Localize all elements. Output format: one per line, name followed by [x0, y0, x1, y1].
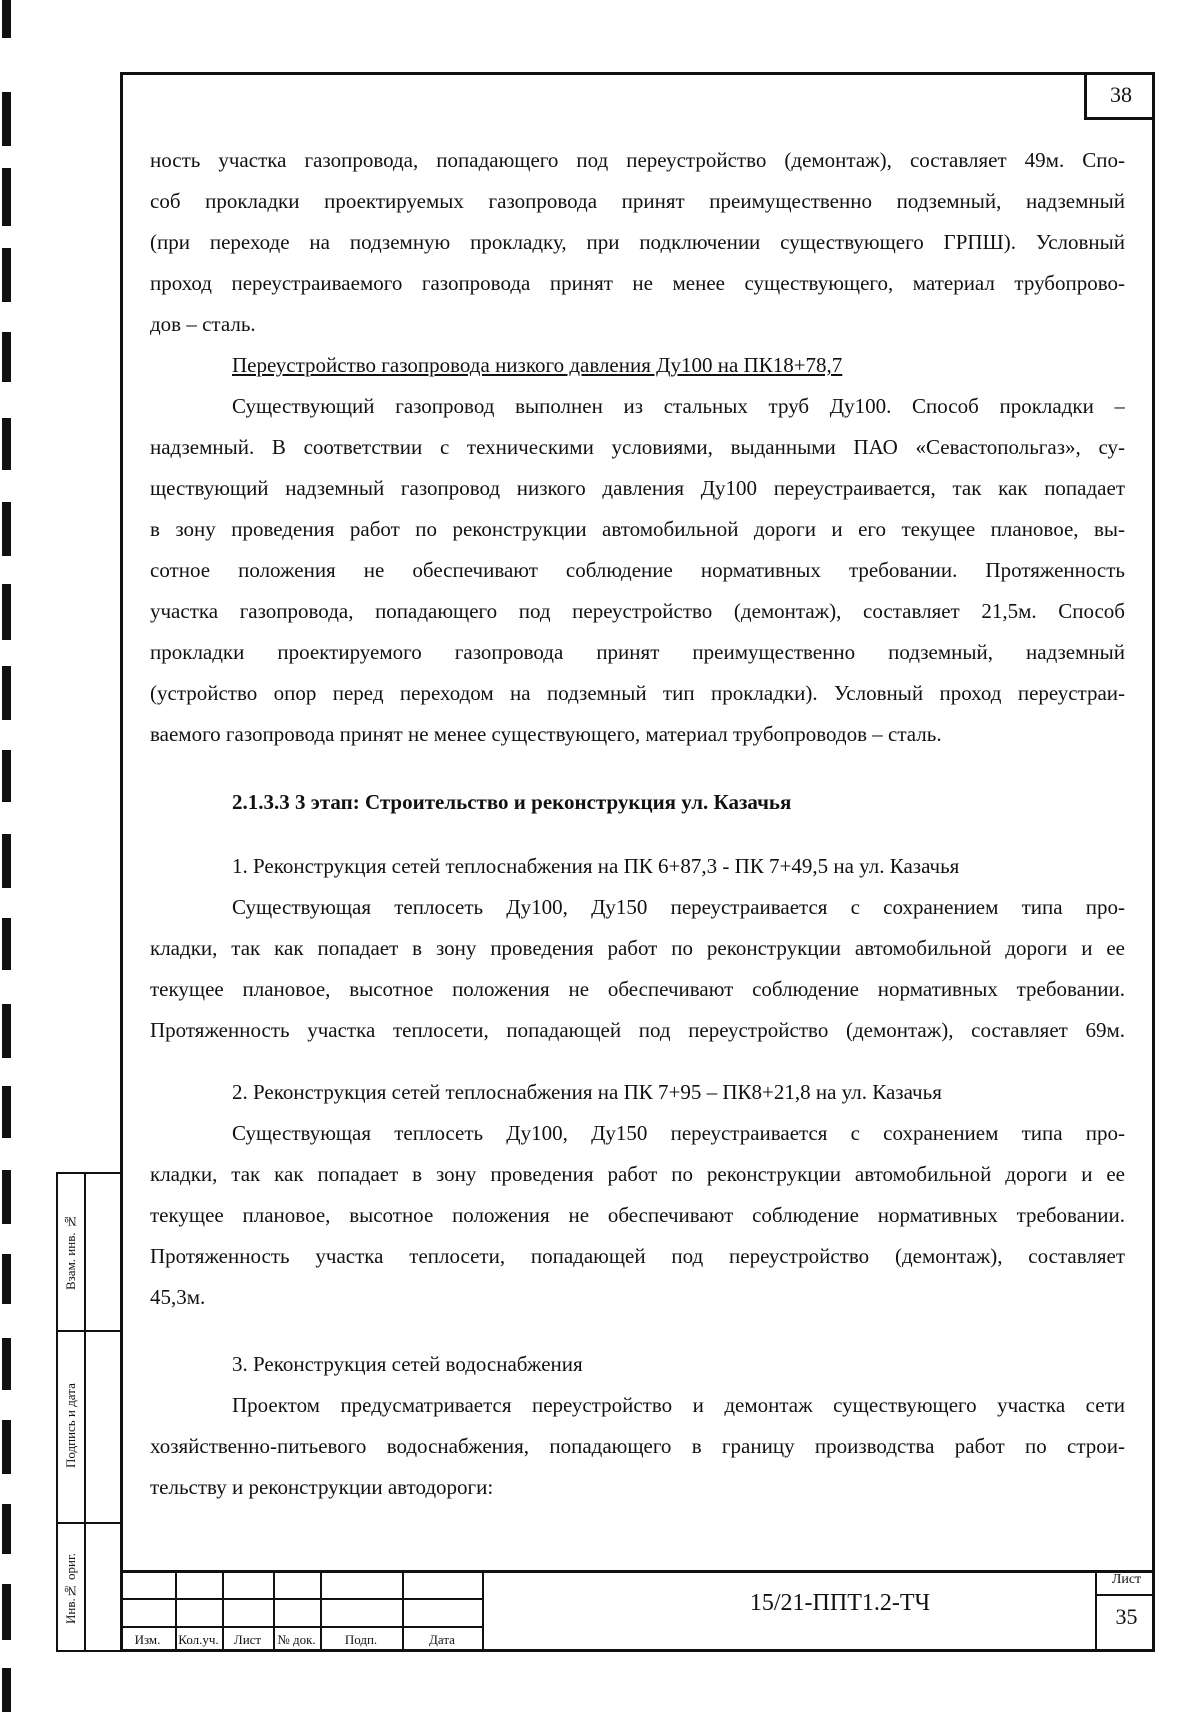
item-1	[150, 846, 1125, 1051]
page-number-box	[1084, 72, 1155, 120]
paragraph-1	[150, 140, 1125, 755]
sheet-number: 35	[1115, 1604, 1138, 1629]
text-line: соб прокладки проектируемых газопровода принят преимущественно подземный, надземный	[150, 189, 1125, 213]
item-3-title: 3. Реконструкция сетей водоснабжения	[232, 1352, 583, 1376]
section-heading-block	[150, 782, 1125, 823]
text-line: Существующая теплосеть Ду100, Ду150 переустраивается с сохранением типа про-	[232, 1121, 1125, 1145]
stamp-list: Лист	[233, 1632, 262, 1647]
item-2	[150, 1072, 1125, 1318]
text-line: Проектом предусматривается переустройство и демонтаж существующего участка сети	[232, 1393, 1125, 1417]
page-number: 38	[1110, 81, 1132, 107]
text-line: (устройство опор перед переходом на подземный тип прокладки). Условный проход переустраи-	[150, 681, 1125, 705]
binding-strip	[56, 1172, 120, 1652]
item-1-title: 1. Реконструкция сетей теплоснабжения на ПК 6+87,3 - ПК 7+49,5 на ул. Казачья	[232, 854, 960, 878]
document-code: 15/21-ППТ1.2-ТЧ	[749, 1590, 931, 1616]
text-line: хозяйственно-питьевого водоснабжения, попадающего в границу производства работ по строи-	[150, 1434, 1125, 1458]
side-label-inv: Инв.№ ориг.	[63, 1552, 78, 1624]
item-3	[150, 1344, 1125, 1508]
stamp-ndok: № док.	[277, 1632, 316, 1647]
section-heading: 2.1.3.3 3 этап: Строительство и реконструкция ул. Казачья	[232, 790, 792, 814]
text-line: (при переходе на подземную прокладку, при подключении существующего ГРПШ). Условный	[150, 230, 1125, 254]
text-line: тельству и реконструкции автодороги:	[150, 1475, 494, 1499]
side-label-vzam: Взам. инв. №	[63, 1214, 78, 1290]
sub-heading: Переустройство газопровода низкого давления Ду100 на ПК18+78,7	[232, 353, 843, 377]
text-line: в зону проведения работ по реконструкции автомобильной дороги и его текущее плановое, вы-	[150, 517, 1125, 541]
text-line: участка газопровода, попадающего под переустройство (демонтаж), составляет 21,5м. Способ	[150, 599, 1125, 623]
text-line: надземный. В соответствии с техническими условиями, выданными ПАО «Севастопольгаз», су-	[150, 435, 1125, 459]
text-line: 45,3м.	[150, 1285, 206, 1309]
stamp-data: Дата	[429, 1632, 455, 1647]
text-line: сотное положения не обеспечивают соблюдение нормативных требовании. Протяженность	[150, 558, 1125, 582]
sheet-label: Лист	[1111, 1572, 1142, 1587]
text-line: Протяженность участка теплосети, попадающей под переустройство (демонтаж), составляет 69м.	[150, 1018, 1125, 1042]
side-label-podpis: Подпись и дата	[63, 1383, 78, 1469]
text-line: Протяженность участка теплосети, попадающей под переустройство (демонтаж), составляет	[150, 1244, 1125, 1268]
text-line: дов – сталь.	[150, 312, 256, 336]
text-line: текущее плановое, высотное положения не обеспечивают соблюдение нормативных требовании.	[150, 1203, 1125, 1227]
text-line: ваемого газопровода принят не менее существующего, материал трубопроводов – сталь.	[150, 722, 942, 746]
text-line: проход переустраиваемого газопровода принят не менее существующего, материал трубопрово-	[150, 271, 1125, 295]
text-line: кладки, так как попадает в зону проведения работ по реконструкции автомобильной дороги и ее	[150, 1162, 1125, 1186]
text-line: Существующий газопровод выполнен из стальных труб Ду100. Способ прокладки –	[232, 394, 1125, 418]
stamp-kol: Кол.уч.	[178, 1632, 219, 1647]
text-line: текущее плановое, высотное положения не обеспечивают соблюдение нормативных требовании.	[150, 977, 1125, 1001]
text-line: прокладки проектируемого газопровода принят преимущественно подземный, надземный	[150, 640, 1125, 664]
title-block	[120, 1570, 1155, 1652]
text-line: ность участка газопровода, попадающего под переустройство (демонтаж), составляет 49м. Спо-	[150, 148, 1125, 172]
text-line: ществующий надземный газопровод низкого давления Ду100 переустраивается, так как попадает	[150, 476, 1125, 500]
scan-binding-marks	[0, 0, 16, 1712]
stamp-podp: Подп.	[344, 1632, 378, 1647]
stamp-izm: Изм.	[134, 1632, 161, 1647]
text-line: Существующая теплосеть Ду100, Ду150 переустраивается с сохранением типа про-	[232, 895, 1125, 919]
item-2-title: 2. Реконструкция сетей теплоснабжения на ПК 7+95 – ПК8+21,8 на ул. Казачья	[232, 1080, 942, 1104]
text-line: кладки, так как попадает в зону проведения работ по реконструкции автомобильной дороги и ее	[150, 936, 1125, 960]
